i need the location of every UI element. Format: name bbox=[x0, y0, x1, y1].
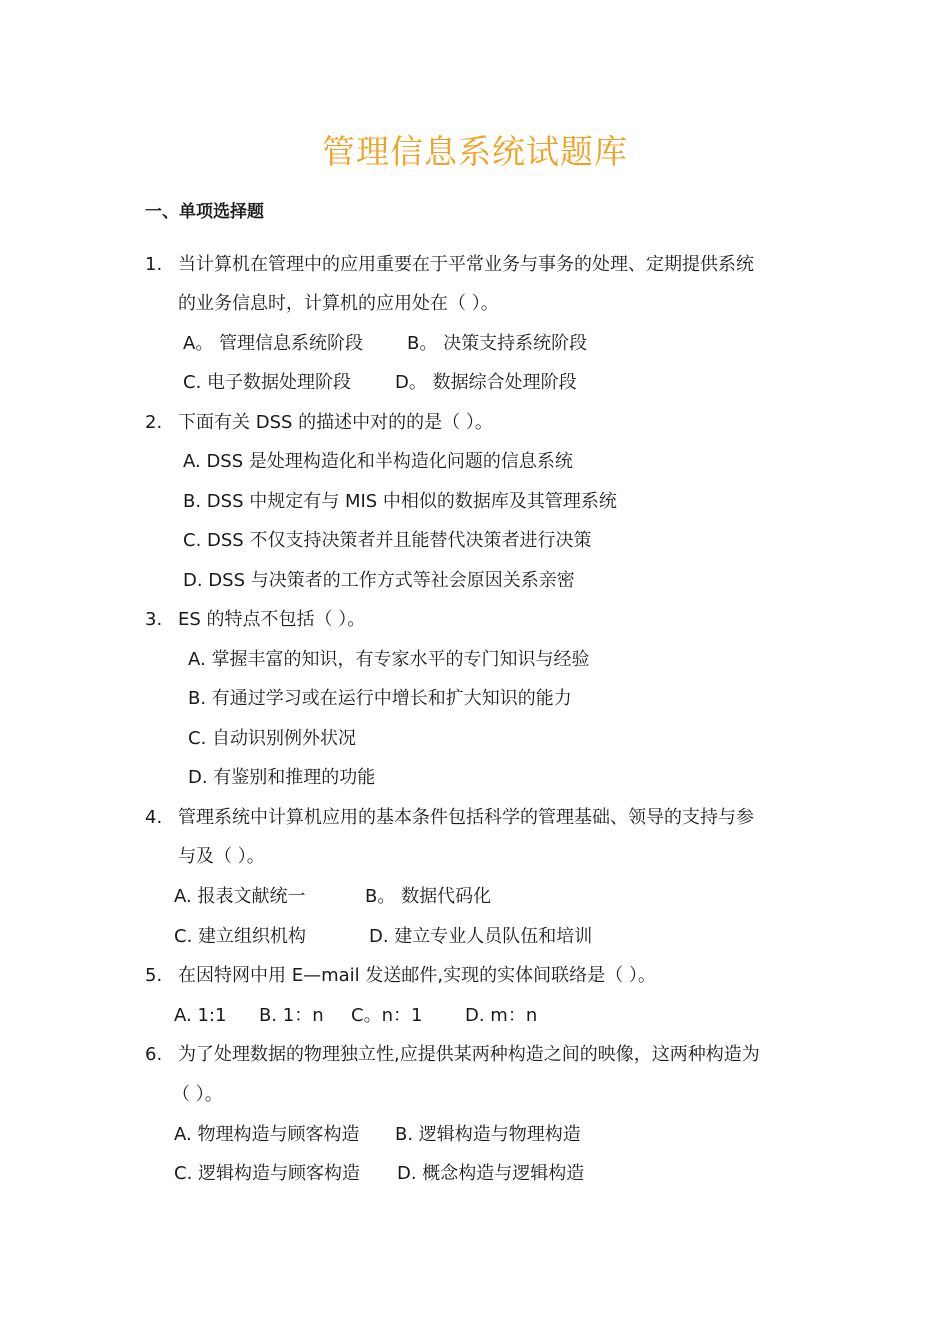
question-text: 与及（ ）。 bbox=[178, 846, 265, 867]
option-c: C. 电子数据处理阶段 bbox=[183, 372, 352, 393]
option-a: A. DSS 是处理构造化和半构造化问题的信息系统 bbox=[183, 451, 573, 472]
option-d: D. 有鉴别和推理的功能 bbox=[188, 767, 376, 788]
question-text: （ ）。 bbox=[172, 1084, 223, 1105]
page-title: 管理信息系统试题库 bbox=[322, 132, 628, 171]
question-text: 当计算机在管理中的应用重要在于平常业务与事务的处理、定期提供系统 bbox=[178, 254, 754, 275]
question-number: 1. bbox=[145, 254, 163, 275]
option-d: D. DSS 与决策者的工作方式等社会原因关系亲密 bbox=[183, 570, 575, 591]
option-c: C. 自动识别例外状况 bbox=[188, 728, 357, 749]
option-b: B. DSS 中规定有与 MIS 中相似的数据库及其管理系统 bbox=[183, 491, 617, 512]
question-number: 3. bbox=[145, 609, 163, 630]
question-text: 的业务信息时，计算机的应用处在（ ）。 bbox=[178, 293, 499, 314]
question-text: 在因特网中用 E—mail 发送邮件,实现的实体间联络是（ ）。 bbox=[178, 965, 656, 986]
question-text: ES 的特点不包括（ ）。 bbox=[178, 609, 366, 630]
option-b: B. 1：n bbox=[259, 1005, 324, 1026]
question-number: 2. bbox=[145, 412, 163, 433]
option-a: A. 1:1 bbox=[174, 1005, 227, 1026]
option-a: A。 管理信息系统阶段 bbox=[183, 333, 364, 354]
option-c: C. 逻辑构造与顾客构造 bbox=[174, 1163, 361, 1184]
question-text: 管理系统中计算机应用的基本条件包括科学的管理基础、领导的支持与参 bbox=[178, 807, 754, 828]
option-b: B。 数据代码化 bbox=[365, 886, 492, 907]
question-number: 6. bbox=[145, 1044, 163, 1065]
section-heading: 一、单项选择题 bbox=[145, 202, 264, 222]
option-c: C。n：1 bbox=[351, 1005, 423, 1026]
option-d: D。 数据综合处理阶段 bbox=[395, 372, 577, 393]
option-d: D. 建立专业人员队伍和培训 bbox=[369, 926, 593, 947]
option-a: A. 物理构造与顾客构造 bbox=[174, 1124, 360, 1145]
option-d: D. m：n bbox=[465, 1005, 538, 1026]
option-d: D. 概念构造与逻辑构造 bbox=[397, 1163, 585, 1184]
question-number: 4. bbox=[145, 807, 163, 828]
option-a: A. 报表文献统一 bbox=[174, 886, 306, 907]
option-b: B。 决策支持系统阶段 bbox=[407, 333, 588, 354]
option-a: A. 掌握丰富的知识，有专家水平的专门知识与经验 bbox=[188, 649, 590, 670]
option-b: B. 有通过学习或在运行中增长和扩大知识的能力 bbox=[188, 688, 572, 709]
option-b: B. 逻辑构造与物理构造 bbox=[395, 1124, 581, 1145]
question-text: 下面有关 DSS 的描述中对的的是（ ）。 bbox=[178, 412, 493, 433]
question-number: 5. bbox=[145, 965, 163, 986]
question-text: 为了处理数据的物理独立性,应提供某两种构造之间的映像，这两种构造为 bbox=[178, 1044, 760, 1065]
option-c: C. 建立组织机构 bbox=[174, 926, 307, 947]
option-c: C. DSS 不仅支持决策者并且能替代决策者进行决策 bbox=[183, 530, 592, 551]
